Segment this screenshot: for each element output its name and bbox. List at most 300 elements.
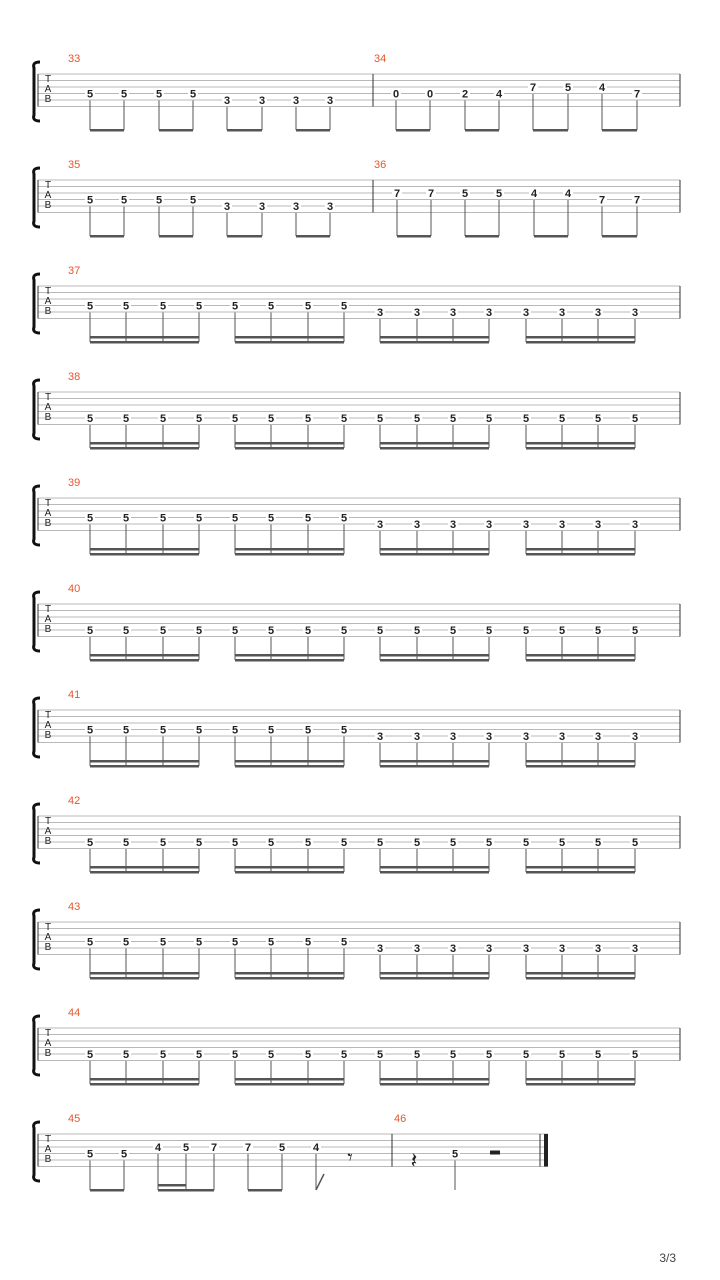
system-bracket bbox=[34, 62, 40, 121]
quarter-rest: 𝄽 bbox=[410, 1148, 418, 1173]
fret-number: 5 bbox=[122, 724, 130, 737]
beam bbox=[526, 1078, 635, 1081]
fret-number: 5 bbox=[231, 512, 239, 525]
beam bbox=[158, 1189, 214, 1192]
fret-number: 5 bbox=[195, 625, 203, 637]
fret-number: 3 bbox=[449, 731, 457, 743]
fret-number: 3 bbox=[376, 519, 384, 531]
fret-number: 5 bbox=[122, 837, 130, 849]
beam bbox=[380, 866, 489, 869]
beam bbox=[380, 972, 489, 975]
beam bbox=[90, 765, 199, 768]
fret-number: 3 bbox=[449, 519, 457, 531]
fret-number: 3 bbox=[594, 307, 602, 319]
measure-number: 33 bbox=[68, 53, 81, 65]
fret-number: 5 bbox=[86, 512, 94, 525]
fret-number: 5 bbox=[413, 837, 421, 849]
system-bracket bbox=[34, 1016, 40, 1075]
beam bbox=[380, 1078, 489, 1081]
fret-number: 5 bbox=[304, 724, 312, 737]
fret-number: 3 bbox=[413, 943, 421, 955]
beam bbox=[526, 977, 635, 980]
staff-system bbox=[34, 477, 680, 556]
fret-number: 3 bbox=[594, 519, 602, 531]
beam bbox=[227, 129, 262, 132]
fret-number: 5 bbox=[449, 1049, 457, 1061]
staff-system bbox=[34, 583, 680, 662]
fret-number: 5 bbox=[558, 413, 566, 425]
fret-number: 5 bbox=[449, 625, 457, 637]
beam bbox=[533, 129, 568, 132]
fret-number: 3 bbox=[631, 519, 639, 531]
beam bbox=[235, 765, 344, 768]
beam bbox=[235, 659, 344, 662]
fret-number: 5 bbox=[485, 625, 493, 637]
beam bbox=[90, 871, 199, 874]
fret-number: 3 bbox=[631, 307, 639, 319]
beam bbox=[380, 447, 489, 450]
fret-number: 3 bbox=[485, 307, 493, 319]
fret-number: 5 bbox=[86, 837, 94, 849]
fret-number: 3 bbox=[558, 731, 566, 743]
tab-clef-letter: A bbox=[44, 614, 52, 625]
beam bbox=[526, 659, 635, 662]
staff-system bbox=[34, 159, 680, 238]
measure-number: 38 bbox=[68, 371, 81, 383]
fret-number: 5 bbox=[267, 1049, 275, 1061]
fret-number: 5 bbox=[86, 1049, 94, 1061]
fret-number: 5 bbox=[231, 724, 239, 737]
fret-number: 5 bbox=[340, 724, 348, 737]
fret-number: 5 bbox=[340, 413, 348, 425]
fret-number: 3 bbox=[449, 943, 457, 955]
fret-number: 5 bbox=[485, 1049, 493, 1061]
measure-number: 41 bbox=[68, 689, 81, 701]
fret-number: 5 bbox=[86, 88, 94, 101]
beam bbox=[602, 235, 637, 238]
tab-clef-letter: T bbox=[44, 74, 52, 85]
system-bracket bbox=[34, 804, 40, 863]
fret-number: 5 bbox=[195, 300, 203, 313]
fret-number: 5 bbox=[594, 625, 602, 637]
fret-number: 3 bbox=[449, 307, 457, 319]
tab-clef-letter: A bbox=[44, 720, 52, 731]
fret-number: 5 bbox=[304, 1049, 312, 1061]
measure-number: 46 bbox=[394, 1113, 407, 1125]
beam bbox=[380, 336, 489, 339]
page-number: 3/3 bbox=[659, 1251, 676, 1265]
tab-clef-letter: B bbox=[44, 836, 52, 847]
beam bbox=[235, 548, 344, 551]
fret-number: 5 bbox=[522, 625, 530, 637]
beam bbox=[90, 442, 199, 445]
fret-number: 7 bbox=[633, 194, 641, 207]
beam bbox=[159, 235, 193, 238]
fret-number: 3 bbox=[258, 201, 266, 213]
beam bbox=[90, 553, 199, 556]
fret-number: 5 bbox=[413, 625, 421, 637]
fret-number: 3 bbox=[485, 519, 493, 531]
fret-number: 5 bbox=[231, 936, 239, 949]
beam bbox=[465, 235, 499, 238]
tab-clef-letter: A bbox=[44, 402, 52, 413]
beam bbox=[380, 341, 489, 344]
fret-number: 5 bbox=[564, 82, 572, 94]
half-rest bbox=[490, 1151, 500, 1155]
fret-number: 5 bbox=[278, 1142, 286, 1154]
fret-number: 5 bbox=[267, 724, 275, 737]
fret-number: 5 bbox=[189, 88, 197, 101]
tab-clef-letter: A bbox=[44, 1038, 52, 1049]
fret-number: 5 bbox=[120, 194, 128, 207]
tab-clef-letter: B bbox=[44, 200, 52, 211]
fret-number: 3 bbox=[413, 307, 421, 319]
fret-number: 5 bbox=[159, 512, 167, 525]
fret-number: 5 bbox=[231, 625, 239, 637]
fret-number: 5 bbox=[159, 1049, 167, 1061]
fret-number: 5 bbox=[195, 512, 203, 525]
fret-number: 5 bbox=[195, 936, 203, 949]
measure-number: 39 bbox=[68, 477, 81, 489]
measure-number: 42 bbox=[68, 795, 81, 807]
tab-clef-letter: B bbox=[44, 942, 52, 953]
fret-number: 5 bbox=[182, 1142, 190, 1154]
measure-number: 40 bbox=[68, 583, 81, 595]
beam bbox=[526, 442, 635, 445]
beam bbox=[235, 553, 344, 556]
beam bbox=[526, 871, 635, 874]
beam bbox=[90, 447, 199, 450]
fret-number: 4 bbox=[530, 188, 538, 200]
fret-number: 3 bbox=[376, 943, 384, 955]
fret-number: 5 bbox=[413, 1049, 421, 1061]
measure-number: 44 bbox=[68, 1007, 81, 1019]
beam bbox=[235, 1078, 344, 1081]
tab-clef-letter: T bbox=[44, 710, 52, 721]
staff-system bbox=[34, 53, 680, 132]
fret-number: 5 bbox=[195, 837, 203, 849]
beam bbox=[90, 977, 199, 980]
fret-number: 5 bbox=[267, 936, 275, 949]
beam bbox=[90, 341, 199, 344]
tab-clef-letter: B bbox=[44, 1048, 52, 1059]
fret-number: 2 bbox=[461, 88, 469, 101]
fret-number: 3 bbox=[326, 201, 334, 213]
fret-number: 5 bbox=[86, 936, 94, 949]
fret-number: 5 bbox=[522, 1049, 530, 1061]
tab-clef-letter: T bbox=[44, 180, 52, 191]
beam bbox=[90, 866, 199, 869]
fret-number: 7 bbox=[633, 88, 641, 101]
beam bbox=[90, 760, 199, 763]
system-bracket bbox=[34, 698, 40, 757]
fret-number: 5 bbox=[159, 413, 167, 425]
beam bbox=[296, 235, 330, 238]
fret-number: 5 bbox=[120, 1148, 128, 1161]
staff-system bbox=[34, 1007, 680, 1086]
beam bbox=[526, 866, 635, 869]
tab-clef-letter: B bbox=[44, 412, 52, 423]
fret-number: 3 bbox=[223, 95, 231, 107]
beam bbox=[235, 442, 344, 445]
eighth-rest: 𝄾 bbox=[347, 1147, 353, 1169]
fret-number: 0 bbox=[392, 88, 400, 101]
system-bracket bbox=[34, 380, 40, 439]
fret-number: 5 bbox=[495, 188, 503, 200]
tab-clef-letter: T bbox=[44, 392, 52, 403]
tab-clef-letter: T bbox=[44, 604, 52, 615]
fret-number: 5 bbox=[340, 1049, 348, 1061]
beam bbox=[380, 548, 489, 551]
measure-number: 43 bbox=[68, 901, 81, 913]
fret-number: 3 bbox=[376, 307, 384, 319]
tab-clef-letter: B bbox=[44, 518, 52, 529]
staff-system bbox=[34, 371, 680, 450]
beam bbox=[526, 548, 635, 551]
fret-number: 5 bbox=[86, 724, 94, 737]
fret-number: 7 bbox=[598, 194, 606, 207]
fret-number: 3 bbox=[292, 201, 300, 213]
fret-number: 5 bbox=[304, 300, 312, 313]
tab-clef-letter: T bbox=[44, 286, 52, 297]
fret-number: 5 bbox=[304, 625, 312, 637]
beam bbox=[248, 1189, 282, 1192]
measure-number: 34 bbox=[374, 53, 387, 65]
beam bbox=[227, 235, 262, 238]
beam bbox=[380, 553, 489, 556]
fret-number: 5 bbox=[340, 300, 348, 313]
fret-number: 5 bbox=[159, 300, 167, 313]
staff-system bbox=[34, 901, 680, 980]
beam bbox=[526, 553, 635, 556]
beam bbox=[158, 1184, 186, 1187]
beam bbox=[526, 654, 635, 657]
fret-number: 5 bbox=[340, 837, 348, 849]
beam bbox=[526, 1083, 635, 1086]
note-flag bbox=[316, 1174, 324, 1190]
fret-number: 5 bbox=[159, 724, 167, 737]
tab-clef-letter: T bbox=[44, 1134, 52, 1145]
fret-number: 5 bbox=[631, 625, 639, 637]
beam bbox=[465, 129, 499, 132]
tab-clef-letter: B bbox=[44, 94, 52, 105]
beam bbox=[90, 129, 124, 132]
fret-number: 5 bbox=[558, 625, 566, 637]
fret-number: 5 bbox=[340, 512, 348, 525]
fret-number: 7 bbox=[393, 188, 401, 200]
fret-number: 3 bbox=[223, 201, 231, 213]
fret-number: 5 bbox=[376, 1049, 384, 1061]
tab-clef-letter: A bbox=[44, 932, 52, 943]
beam bbox=[397, 235, 431, 238]
beam bbox=[90, 659, 199, 662]
fret-number: 5 bbox=[461, 188, 469, 200]
fret-number: 5 bbox=[376, 625, 384, 637]
tab-clef-letter: B bbox=[44, 1154, 52, 1165]
tab-clef-letter: A bbox=[44, 508, 52, 519]
final-barline-thick bbox=[544, 1134, 548, 1167]
beam bbox=[526, 336, 635, 339]
beam bbox=[235, 760, 344, 763]
fret-number: 5 bbox=[86, 194, 94, 207]
system-bracket bbox=[34, 1122, 40, 1181]
fret-number: 5 bbox=[594, 837, 602, 849]
tab-clef-letter: A bbox=[44, 296, 52, 307]
tab-clef-letter: B bbox=[44, 306, 52, 317]
tab-clef-letter: T bbox=[44, 922, 52, 933]
fret-number: 7 bbox=[244, 1142, 252, 1154]
fret-number: 3 bbox=[522, 943, 530, 955]
fret-number: 5 bbox=[304, 512, 312, 525]
fret-number: 5 bbox=[231, 1049, 239, 1061]
tab-clef-letter: T bbox=[44, 498, 52, 509]
fret-number: 5 bbox=[594, 1049, 602, 1061]
fret-number: 5 bbox=[159, 936, 167, 949]
beam bbox=[159, 129, 193, 132]
beam bbox=[235, 866, 344, 869]
system-bracket bbox=[34, 910, 40, 969]
tab-clef-letter: T bbox=[44, 816, 52, 827]
fret-number: 5 bbox=[86, 625, 94, 637]
beam bbox=[90, 1083, 199, 1086]
fret-number: 5 bbox=[340, 625, 348, 637]
fret-number: 3 bbox=[413, 519, 421, 531]
fret-number: 5 bbox=[376, 837, 384, 849]
fret-number: 5 bbox=[86, 413, 94, 425]
beam bbox=[526, 972, 635, 975]
fret-number: 5 bbox=[485, 837, 493, 849]
fret-number: 3 bbox=[558, 943, 566, 955]
fret-number: 5 bbox=[122, 625, 130, 637]
fret-number: 3 bbox=[522, 519, 530, 531]
fret-number: 7 bbox=[210, 1142, 218, 1154]
fret-number: 4 bbox=[312, 1142, 320, 1154]
fret-number: 5 bbox=[86, 300, 94, 313]
fret-number: 4 bbox=[154, 1142, 162, 1154]
fret-number: 5 bbox=[304, 837, 312, 849]
fret-number: 5 bbox=[522, 837, 530, 849]
fret-number: 5 bbox=[195, 413, 203, 425]
beam bbox=[235, 1083, 344, 1086]
beam bbox=[380, 1083, 489, 1086]
fret-number: 5 bbox=[267, 300, 275, 313]
fret-number: 5 bbox=[267, 413, 275, 425]
fret-number: 3 bbox=[594, 731, 602, 743]
beam bbox=[235, 336, 344, 339]
fret-number: 3 bbox=[631, 943, 639, 955]
fret-number: 5 bbox=[631, 413, 639, 425]
beam bbox=[90, 548, 199, 551]
fret-number: 3 bbox=[326, 95, 334, 107]
tab-clef-letter: A bbox=[44, 84, 52, 95]
fret-number: 5 bbox=[304, 936, 312, 949]
system-bracket bbox=[34, 486, 40, 545]
fret-number: 5 bbox=[631, 837, 639, 849]
tab-clef-letter: B bbox=[44, 730, 52, 741]
fret-number: 5 bbox=[189, 194, 197, 207]
fret-number: 5 bbox=[304, 413, 312, 425]
fret-number: 3 bbox=[413, 731, 421, 743]
measure-number: 36 bbox=[374, 159, 387, 171]
fret-number: 5 bbox=[86, 1148, 94, 1161]
fret-number: 3 bbox=[292, 95, 300, 107]
beam bbox=[235, 972, 344, 975]
fret-number: 3 bbox=[485, 731, 493, 743]
fret-number: 4 bbox=[495, 88, 503, 101]
fret-number: 5 bbox=[195, 1049, 203, 1061]
fret-number: 5 bbox=[155, 88, 163, 101]
system-bracket bbox=[34, 168, 40, 227]
fret-number: 5 bbox=[631, 1049, 639, 1061]
fret-number: 5 bbox=[159, 837, 167, 849]
beam bbox=[235, 871, 344, 874]
fret-number: 5 bbox=[413, 413, 421, 425]
fret-number: 5 bbox=[122, 936, 130, 949]
staff-system bbox=[34, 795, 680, 874]
fret-number: 5 bbox=[376, 413, 384, 425]
fret-number: 5 bbox=[485, 413, 493, 425]
system-bracket bbox=[34, 274, 40, 333]
beam bbox=[534, 235, 568, 238]
beam bbox=[235, 447, 344, 450]
beam bbox=[90, 972, 199, 975]
beam bbox=[526, 760, 635, 763]
fret-number: 5 bbox=[449, 837, 457, 849]
fret-number: 3 bbox=[594, 943, 602, 955]
fret-number: 0 bbox=[426, 88, 434, 101]
beam bbox=[526, 765, 635, 768]
fret-number: 3 bbox=[631, 731, 639, 743]
fret-number: 3 bbox=[258, 95, 266, 107]
measure-number: 35 bbox=[68, 159, 81, 171]
system-bracket bbox=[34, 592, 40, 651]
beam bbox=[380, 654, 489, 657]
beam bbox=[380, 871, 489, 874]
fret-number: 5 bbox=[231, 837, 239, 849]
beam bbox=[90, 235, 124, 238]
beam bbox=[380, 659, 489, 662]
fret-number: 5 bbox=[340, 936, 348, 949]
fret-number: 3 bbox=[376, 731, 384, 743]
beam bbox=[602, 129, 637, 132]
beam bbox=[235, 654, 344, 657]
fret-number: 5 bbox=[451, 1148, 459, 1161]
fret-number: 5 bbox=[122, 300, 130, 313]
tab-clef-letter: B bbox=[44, 624, 52, 635]
beam bbox=[526, 447, 635, 450]
fret-number: 7 bbox=[529, 82, 537, 94]
fret-number: 5 bbox=[122, 1049, 130, 1061]
tab-clef-letter: A bbox=[44, 190, 52, 201]
fret-number: 5 bbox=[267, 837, 275, 849]
fret-number: 5 bbox=[195, 724, 203, 737]
beam bbox=[380, 442, 489, 445]
tab-clef-letter: A bbox=[44, 1144, 52, 1155]
fret-number: 5 bbox=[558, 1049, 566, 1061]
beam bbox=[235, 341, 344, 344]
fret-number: 5 bbox=[120, 88, 128, 101]
beam bbox=[90, 336, 199, 339]
fret-number: 5 bbox=[159, 625, 167, 637]
fret-number: 5 bbox=[155, 194, 163, 207]
fret-number: 5 bbox=[267, 512, 275, 525]
fret-number: 5 bbox=[122, 512, 130, 525]
tab-clef-letter: T bbox=[44, 1028, 52, 1039]
fret-number: 5 bbox=[594, 413, 602, 425]
fret-number: 5 bbox=[522, 413, 530, 425]
measure-number: 37 bbox=[68, 265, 81, 277]
fret-number: 4 bbox=[598, 82, 606, 94]
